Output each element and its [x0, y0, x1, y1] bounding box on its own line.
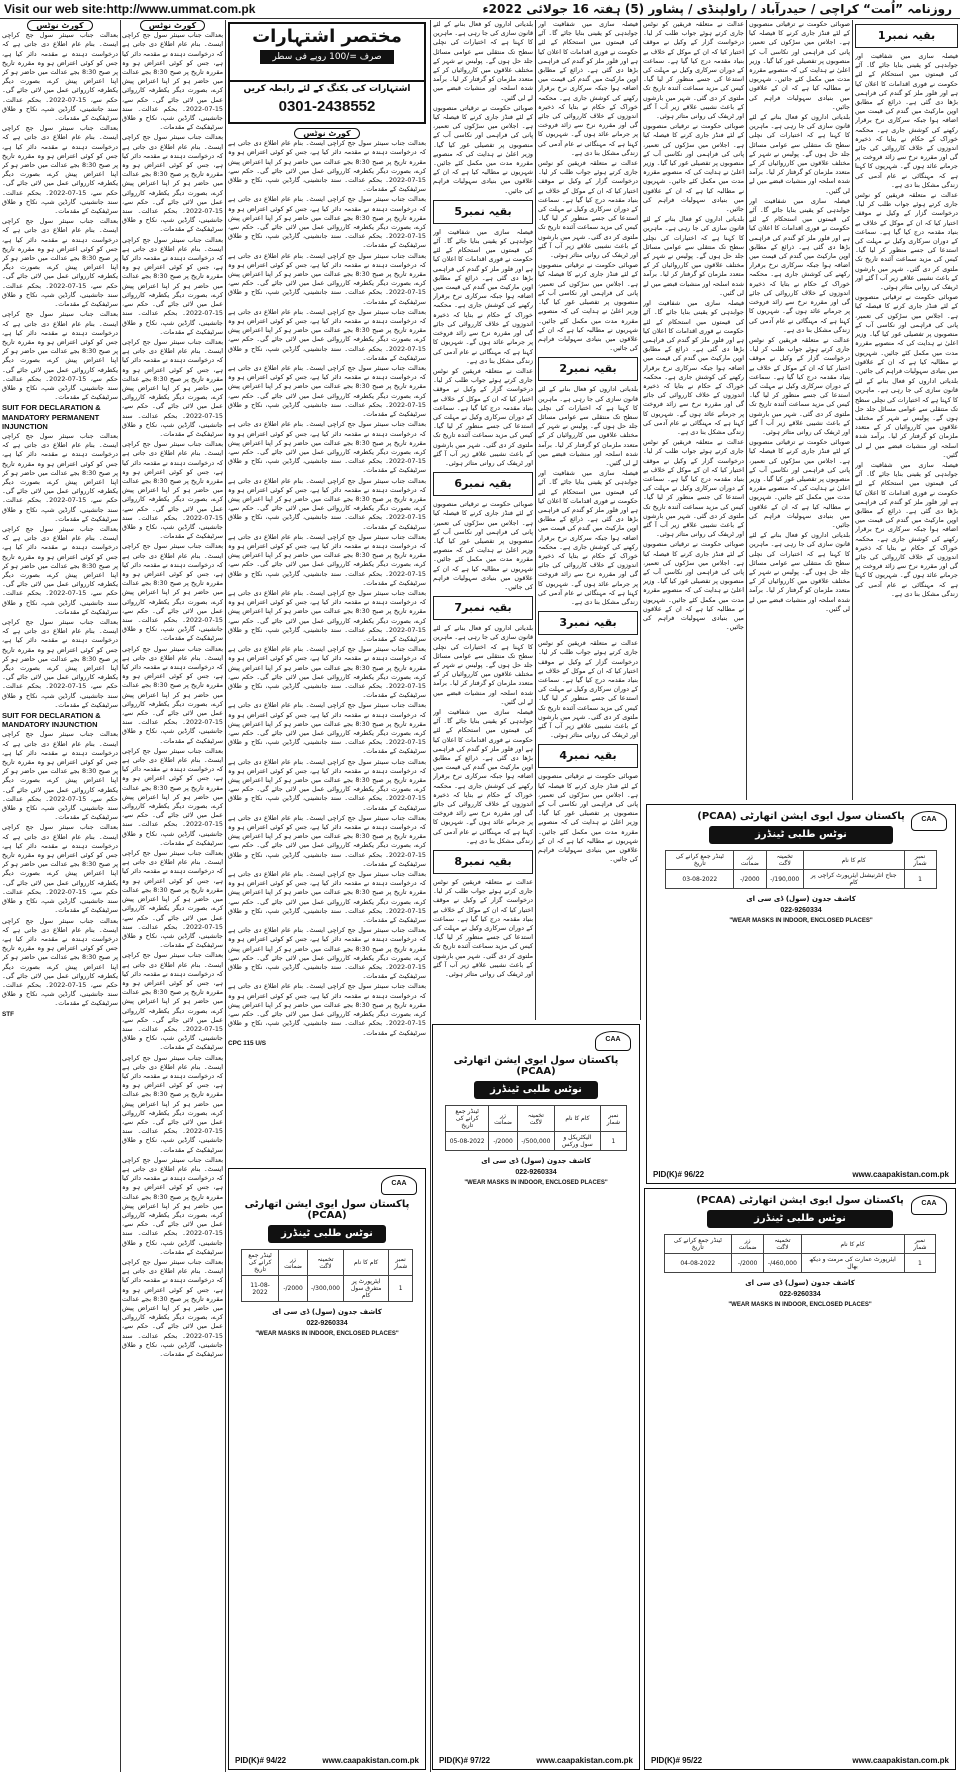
- continuation-head-4: بقیہ نمبر4: [538, 744, 638, 768]
- news-text: فیصلہ سازی میں شفافیت اور جوابدہی کو یقینی بنایا جائے گا۔ آٹے کی قیمتوں میں استحکام کے لئے حکومت نے فوری اقدامات کا اعلان کیا ہے اور فلور ملز کو گندم کی فراہمی بڑھا دی گئی ہے۔ ذرائع کے مطابق اوپن مارکیٹ میں گندم کی قیمت میں اضافہ ہوا جبکہ سرکاری نرخ برقرار رکھنے کی کوشش جاری ہے۔ محکمہ خوراک کے حکام نے بتایا کہ ذخیرہ اندوزوں کے خلاف کارروائی کی جائے گی اور مقررہ نرخ سے زائد فروخت پر جرمانے عائد ہوں گے۔ شہریوں کا کہنا ہے کہ مہنگائی نے عام آدمی کی زندگی مشکل بنا دی ہے۔: [749, 196, 850, 334]
- news-text: فیصلہ سازی میں شفافیت اور جوابدہی کو یقینی بنایا جائے گا۔ آٹے کی قیمتوں میں استحکام کے لئے حکومت نے فوری اقدامات کا اعلان کیا ہے اور فلور ملز کو گندم کی فراہمی بڑھا دی گئی ہے۔ ذرائع کے مطابق اوپن مارکیٹ میں گندم کی قیمت میں اضافہ ہوا جبکہ سرکاری نرخ برقرار رکھنے کی کوشش جاری ہے۔ محکمہ خوراک کے حکام نے بتایا کہ ذخیرہ اندوزوں کے خلاف کارروائی کی جائے گی اور مقررہ نرخ سے زائد فروخت پر جرمانے عائد ہوں گے۔ شہریوں کا کہنا ہے کہ مہنگائی نے عام آدمی کی زندگی مشکل بنا دی ہے۔: [538, 469, 638, 606]
- court-notices-column-1: [2, 20, 118, 1772]
- court-notice-text: بعدالت جناب سینئر سول جج کراچی ایسٹ۔ بنام عام اطلاع دی جاتی ہے کہ درخواست دہندہ نے مقدمہ دائر کیا ہے، جس کو کوئی اعتراض ہو وہ مقررہ تاریخ پر صبح 8:30 بجے عدالت میں حاضر ہو کر اپنا اعتراض پیش کرے، بصورت دیگر یکطرفہ کارروائی عمل میں لائی جائے گی۔ حکم سے، 15-07-2022۔ بحکم عدالت۔ سند جانشینی، گارڈین شپ، نکاح و طلاق سرٹیفکیٹ کے مقدمات۔: [122, 746, 223, 847]
- court-notice-text: بعدالت جناب سینئر سول جج کراچی ایسٹ۔ بنام عام اطلاع دی جاتی ہے کہ درخواست دہندہ نے مقدمہ دائر کیا ہے، جس کو کوئی اعتراض ہو وہ مقررہ تاریخ پر صبح 8:30 بجے عدالت میں حاضر ہو کر اپنا اعتراض پیش کرے، بصورت دیگر یکطرفہ کارروائی عمل میں لائی جائے گی۔ حکم سے، 15-07-2022۔ بحکم عدالت۔ سند جانشینی، گارڈین شپ، نکاح و طلاق سرٹیفکیٹ کے مقدمات۔: [228, 195, 426, 250]
- tender-ad: [228, 1168, 426, 1770]
- caa-logo-icon: CAA: [381, 1175, 417, 1195]
- tender-title: نوٹس طلبی ٹینڈرز: [268, 1225, 386, 1243]
- caa-logo-icon: CAA: [595, 1031, 631, 1051]
- news-text: صوبائی حکومت نے ترقیاتی منصوبوں کے لئے فنڈز جاری کرنے کا فیصلہ کیا ہے۔ اجلاس میں سڑکوں کی تعمیر، پانی کی فراہمی اور نکاسی آب کے منصوبوں پر تفصیلی غور کیا گیا۔ وزیر اعلیٰ نے ہدایت کی کہ منصوبے مقررہ مدت میں مکمل کئے جائیں۔ شہریوں نے مطالبہ کیا ہے کہ ان کے علاقوں میں بنیادی سہولیات فراہم کی جائیں۔: [643, 540, 744, 632]
- court-notice-text: بعدالت جناب سینئر سول جج کراچی ایسٹ۔ بنام عام اطلاع دی جاتی ہے کہ درخواست دہندہ نے مقدمہ دائر کیا ہے، جس کو کوئی اعتراض ہو وہ مقررہ تاریخ پر صبح 8:30 بجے عدالت میں حاضر ہو کر اپنا اعتراض پیش کرے، بصورت دیگر یکطرفہ کارروائی عمل میں لائی جائے گی۔ حکم سے، 15-07-2022۔ بحکم عدالت۔ سند جانشینی، گارڈین شپ، نکاح و طلاق سرٹیفکیٹ کے مقدمات۔: [2, 823, 118, 915]
- court-notice-text: بعدالت جناب سینئر سول جج کراچی ایسٹ۔ بنام عام اطلاع دی جاتی ہے کہ درخواست دہندہ نے مقدمہ دائر کیا ہے، جس کو کوئی اعتراض ہو وہ مقررہ تاریخ پر صبح 8:30 بجے عدالت میں حاضر ہو کر اپنا اعتراض پیش کرے، بصورت دیگر یکطرفہ کارروائی عمل میں لائی جائے گی۔ حکم سے، 15-07-2022۔ بحکم عدالت۔ سند جانشینی، گارڈین شپ، نکاح و طلاق سرٹیفکیٹ کے مقدمات۔: [228, 532, 426, 587]
- short-ads-phone[interactable]: 0301-2438552: [278, 98, 376, 115]
- court-notices-column-2: [122, 20, 223, 1772]
- court-notice-text: بعدالت جناب سینئر سول جج کراچی ایسٹ۔ بنام عام اطلاع دی جاتی ہے کہ درخواست دہندہ نے مقدمہ دائر کیا ہے، جس کو کوئی اعتراض ہو وہ مقررہ تاریخ پر صبح 8:30 بجے عدالت میں حاضر ہو کر اپنا اعتراض پیش کرے، بصورت دیگر یکطرفہ کارروائی عمل میں لائی جائے گی۔ حکم سے، 15-07-2022۔ بحکم عدالت۔ سند جانشینی، گارڈین شپ، نکاح و طلاق سرٹیفکیٹ کے مقدمات۔: [2, 618, 118, 709]
- continuation-head-7: بقیہ نمبر7: [433, 596, 533, 620]
- tender-ad: [644, 1188, 956, 1770]
- court-notice-text: بعدالت جناب سینئر سول جج کراچی ایسٹ۔ بنام عام اطلاع دی جاتی ہے کہ درخواست دہندہ نے مقدمہ دائر کیا ہے، جس کو کوئی اعتراض ہو وہ مقررہ تاریخ پر صبح 8:30 بجے عدالت میں حاضر ہو کر اپنا اعتراض پیش کرے، بصورت دیگر یکطرفہ کارروائی عمل میں لائی جائے گی۔ حکم سے، 15-07-2022۔ بحکم عدالت۔ سند جانشینی، گارڈین شپ، نکاح و طلاق سرٹیفکیٹ کے مقدمات۔: [228, 364, 426, 419]
- news-text: عدالت نے متعلقہ فریقین کو نوٹس جاری کرتے ہوئے جواب طلب کر لیا۔ درخواست گزار کے وکیل نے موقف اختیار کیا کہ ان کے موکل کے خلاف بے بنیاد مقدمہ درج کیا گیا ہے۔ سماعت کے دوران سرکاری وکیل نے مہلت کی استدعا کی جسے منظور کر لیا گیا۔ کیس کی مزید سماعت آئندہ تاریخ تک ملتوی کر دی گئی۔ شہر میں بارشوں کے باعث نشیبی علاقے زیر آب آ گئے اور ٹریفک کی روانی متاثر ہوئی۔: [538, 159, 638, 260]
- tender-table: نمبر شمار کام کا نام تخمینہ لاگت زر ضمانت ٹینڈر جمع کرانے کی تاریخ 1 ایئرپورٹ پر متفرق سول کام 300,000/- 2000/- 11-08-2022: [241, 1249, 413, 1302]
- tender-table: نمبر شمار کام کا نام تخمینہ لاگت زر ضمانت ٹینڈر جمع کرانے کی تاریخ 1 الیکٹریکل و سول ورکس 500,000/- 2000/- 05-08-2022: [445, 1105, 626, 1151]
- tender-signer: کاشف جدون (سول) ڈی سی ای: [481, 1157, 591, 1165]
- news-text: صوبائی حکومت نے ترقیاتی منصوبوں کے لئے فنڈز جاری کرنے کا فیصلہ کیا ہے۔ اجلاس میں سڑکوں کی تعمیر، پانی کی فراہمی اور نکاسی آب کے منصوبوں پر تفصیلی غور کیا گیا۔ وزیر اعلیٰ نے ہدایت کی کہ منصوبے مقررہ مدت میں مکمل کئے جائیں۔ شہریوں نے مطالبہ کیا ہے کہ ان کے علاقوں میں بنیادی سہولیات فراہم کی جائیں۔: [643, 122, 744, 214]
- website-url[interactable]: Visit our web site:http://www.ummat.com.pk: [4, 2, 256, 16]
- news-text: صوبائی حکومت نے ترقیاتی منصوبوں کے لئے فنڈز جاری کرنے کا فیصلہ کیا ہے۔ اجلاس میں سڑکوں کی تعمیر، پانی کی فراہمی اور نکاسی آب کے منصوبوں پر تفصیلی غور کیا گیا۔ وزیر اعلیٰ نے ہدایت کی کہ منصوبے مقررہ مدت میں مکمل کئے جائیں۔ شہریوں نے مطالبہ کیا ہے کہ ان کے علاقوں میں بنیادی سہولیات فراہم کی جائیں۔: [749, 438, 850, 529]
- news-text: عدالت نے متعلقہ فریقین کو نوٹس جاری کرتے ہوئے جواب طلب کر لیا۔ درخواست گزار کے وکیل نے موقف اختیار کیا کہ ان کے موکل کے خلاف بے بنیاد مقدمہ درج کیا گیا ہے۔ سماعت کے دوران سرکاری وکیل نے مہلت کی استدعا کی جسے منظور کر لیا گیا۔ کیس کی مزید سماعت آئندہ تاریخ تک ملتوی کر دی گئی۔ شہر میں بارشوں کے باعث نشیبی علاقے زیر آب آ گئے اور ٹریفک کی روانی متاثر ہوئی۔: [643, 438, 744, 539]
- news-text: فیصلہ سازی میں شفافیت اور جوابدہی کو یقینی بنایا جائے گا۔ آٹے کی قیمتوں میں استحکام کے لئے حکومت نے فوری اقدامات کا اعلان کیا ہے اور فلور ملز کو گندم کی فراہمی بڑھا دی گئی ہے۔ ذرائع کے مطابق اوپن مارکیٹ میں گندم کی قیمت میں اضافہ ہوا جبکہ سرکاری نرخ برقرار رکھنے کی کوشش جاری ہے۔ محکمہ خوراک کے حکام نے بتایا کہ ذخیرہ اندوزوں کے خلاف کارروائی کی جائے گی اور مقررہ نرخ سے زائد فروخت پر جرمانے عائد ہوں گے۔ شہریوں کا کہنا ہے کہ مہنگائی نے عام آدمی کی زندگی مشکل بنا دی ہے۔: [433, 708, 533, 845]
- news-column-4: [433, 20, 533, 1020]
- news-text: فیصلہ سازی میں شفافیت اور جوابدہی کو یقینی بنایا جائے گا۔ آٹے کی قیمتوں میں استحکام کے لئے حکومت نے فوری اقدامات کا اعلان کیا ہے اور فلور ملز کو گندم کی فراہمی بڑھا دی گئی ہے۔ ذرائع کے مطابق اوپن مارکیٹ میں گندم کی قیمت میں اضافہ ہوا جبکہ سرکاری نرخ برقرار رکھنے کی کوشش جاری ہے۔ محکمہ خوراک کے حکام نے بتایا کہ ذخیرہ اندوزوں کے خلاف کارروائی کی جائے گی اور مقررہ نرخ سے زائد فروخت پر جرمانے عائد ہوں گے۔ شہریوں کا کہنا ہے کہ مہنگائی نے عام آدمی کی زندگی مشکل بنا دی ہے۔: [643, 299, 744, 436]
- cpc-label: CPC 115 U/S: [228, 1039, 267, 1047]
- tender-footer: [235, 1756, 419, 1765]
- news-text: عدالت نے متعلقہ فریقین کو نوٹس جاری کرتے ہوئے جواب طلب کر لیا۔ درخواست گزار کے وکیل نے موقف اختیار کیا کہ ان کے موکل کے خلاف بے بنیاد مقدمہ درج کیا گیا ہے۔ سماعت کے دوران سرکاری وکیل نے مہلت کی استدعا کی جسے منظور کر لیا گیا۔ کیس کی مزید سماعت آئندہ تاریخ تک ملتوی کر دی گئی۔ شہر میں بارشوں کے باعث نشیبی علاقے زیر آب آ گئے اور ٹریفک کی روانی متاثر ہوئی۔: [749, 335, 850, 436]
- tender-pid: PID(K)# 97/22: [439, 1756, 491, 1765]
- court-notice-text: بعدالت جناب سینئر سول جج کراچی ایسٹ۔ بنام عام اطلاع دی جاتی ہے کہ درخواست دہندہ نے مقدمہ دائر کیا ہے، جس کو کوئی اعتراض ہو وہ مقررہ تاریخ پر صبح 8:30 بجے عدالت میں حاضر ہو کر اپنا اعتراض پیش کرے، بصورت دیگر یکطرفہ کارروائی عمل میں لائی جائے گی۔ حکم سے، 15-07-2022۔ بحکم عدالت۔ سند جانشینی، گارڈین شپ، نکاح و طلاق سرٹیفکیٹ کے مقدمات۔: [228, 645, 426, 700]
- tender-ad: [646, 804, 956, 1184]
- tender-website[interactable]: www.caapakistan.com.pk: [852, 1756, 949, 1765]
- short-ads-rate: صرف =/100 روپے فی سطر: [260, 50, 394, 64]
- tender-website[interactable]: www.caapakistan.com.pk: [852, 1170, 949, 1179]
- news-text: صوبائی حکومت نے ترقیاتی منصوبوں کے لئے فنڈز جاری کرنے کا فیصلہ کیا ہے۔ اجلاس میں سڑکوں کی تعمیر، پانی کی فراہمی اور نکاسی آب کے منصوبوں پر تفصیلی غور کیا گیا۔ وزیر اعلیٰ نے ہدایت کی کہ منصوبے مقررہ مدت میں مکمل کئے جائیں۔ شہریوں نے مطالبہ کیا ہے کہ ان کے علاقوں میں بنیادی سہولیات فراہم کی جائیں۔: [538, 772, 638, 864]
- suit-heading: SUIT FOR DECLARATION & MANDATORY INJUNCTION: [2, 711, 101, 730]
- tender-org: پاکستان سول ایوی ایشن اتھارٹی (PCAA): [453, 1055, 619, 1077]
- court-notice-tag: کورٹ نوٹس: [294, 128, 359, 139]
- tender-pid: PID(K)# 95/22: [651, 1756, 703, 1765]
- continuation-head-1: بقیہ نمبر1: [855, 24, 958, 48]
- news-column-8: [855, 20, 958, 800]
- tender-pid: PID(K)# 94/22: [235, 1756, 287, 1765]
- court-notice-text: بعدالت جناب سینئر سول جج کراچی ایسٹ۔ بنام عام اطلاع دی جاتی ہے کہ درخواست دہندہ نے مقدمہ دائر کیا ہے، جس کو کوئی اعتراض ہو وہ مقررہ تاریخ پر صبح 8:30 بجے عدالت میں حاضر ہو کر اپنا اعتراض پیش کرے، بصورت دیگر یکطرفہ کارروائی عمل میں لائی جائے گی۔ حکم سے، 15-07-2022۔ بحکم عدالت۔ سند جانشینی، گارڈین شپ، نکاح و طلاق سرٹیفکیٹ کے مقدمات۔: [2, 730, 118, 822]
- continuation-head-6: بقیہ نمبر6: [433, 472, 533, 496]
- court-notice-text: بعدالت جناب سینئر سول جج کراچی ایسٹ۔ بنام عام اطلاع دی جاتی ہے کہ درخواست دہندہ نے مقدمہ دائر کیا ہے، جس کو کوئی اعتراض ہو وہ مقررہ تاریخ پر صبح 8:30 بجے عدالت میں حاضر ہو کر اپنا اعتراض پیش کرے، بصورت دیگر یکطرفہ کارروائی عمل میں لائی جائے گی۔ حکم سے، 15-07-2022۔ بحکم عدالت۔ سند جانشینی، گارڈین شپ، نکاح و طلاق سرٹیفکیٹ کے مقدمات۔: [122, 133, 223, 234]
- court-notice-text: بعدالت جناب سینئر سول جج کراچی ایسٹ۔ بنام عام اطلاع دی جاتی ہے کہ درخواست دہندہ نے مقدمہ دائر کیا ہے، جس کو کوئی اعتراض ہو وہ مقررہ تاریخ پر صبح 8:30 بجے عدالت میں حاضر ہو کر اپنا اعتراض پیش کرے، بصورت دیگر یکطرفہ کارروائی عمل میں لائی جائے گی۔ حکم سے، 15-07-2022۔ بحکم عدالت۔ سند جانشینی، گارڈین شپ، نکاح و طلاق سرٹیفکیٹ کے مقدمات۔: [122, 542, 223, 643]
- court-notice-text: بعدالت جناب سینئر سول جج کراچی ایسٹ۔ بنام عام اطلاع دی جاتی ہے کہ درخواست دہندہ نے مقدمہ دائر کیا ہے، جس کو کوئی اعتراض ہو وہ مقررہ تاریخ پر صبح 8:30 بجے عدالت میں حاضر ہو کر اپنا اعتراض پیش کرے، بصورت دیگر یکطرفہ کارروائی عمل میں لائی جائے گی۔ حکم سے، 15-07-2022۔ بحکم عدالت۔ سند جانشینی، گارڈین شپ، نکاح و طلاق سرٹیفکیٹ کے مقدمات۔: [122, 337, 223, 438]
- court-notice-text: بعدالت جناب سینئر سول جج کراچی ایسٹ۔ بنام عام اطلاع دی جاتی ہے کہ درخواست دہندہ نے مقدمہ دائر کیا ہے، جس کو کوئی اعتراض ہو وہ مقررہ تاریخ پر صبح 8:30 بجے عدالت میں حاضر ہو کر اپنا اعتراض پیش کرے، بصورت دیگر یکطرفہ کارروائی عمل میں لائی جائے گی۔ حکم سے، 15-07-2022۔ بحکم عدالت۔ سند جانشینی، گارڈین شپ، نکاح و طلاق سرٹیفکیٹ کے مقدمات۔: [122, 951, 223, 1052]
- court-notice-text: بعدالت جناب سینئر سول جج کراچی ایسٹ۔ بنام عام اطلاع دی جاتی ہے کہ درخواست دہندہ نے مقدمہ دائر کیا ہے، جس کو کوئی اعتراض ہو وہ مقررہ تاریخ پر صبح 8:30 بجے عدالت میں حاضر ہو کر اپنا اعتراض پیش کرے، بصورت دیگر یکطرفہ کارروائی عمل میں لائی جائے گی۔ حکم سے، 15-07-2022۔ بحکم عدالت۔ سند جانشینی، گارڈین شپ، نکاح و طلاق سرٹیفکیٹ کے مقدمات۔: [228, 251, 426, 306]
- news-text: عدالت نے متعلقہ فریقین کو نوٹس جاری کرتے ہوئے جواب طلب کر لیا۔ درخواست گزار کے وکیل نے موقف اختیار کیا کہ ان کے موکل کے خلاف بے بنیاد مقدمہ درج کیا گیا ہے۔ سماعت کے دوران سرکاری وکیل نے مہلت کی استدعا کی جسے منظور کر لیا گیا۔ کیس کی مزید سماعت آئندہ تاریخ تک ملتوی کر دی گئی۔ شہر میں بارشوں کے باعث نشیبی علاقے زیر آب آ گئے اور ٹریفک کی روانی متاثر ہوئی۔: [433, 366, 533, 467]
- news-text: بلدیاتی اداروں کو فعال بنانے کے لئے قانون سازی کی جا رہی ہے۔ ماہرین کا کہنا ہے کہ اختیارات کی نچلی سطح تک منتقلی سے عوامی مسائل جلد حل ہوں گے۔ پولیس نے شہر کے مختلف علاقوں میں کارروائیاں کر کے متعدد ملزمان کو گرفتار کر لیا۔ برآمد شدہ اسلحہ اور منشیات قبضے میں لے لی گئیں۔: [538, 385, 638, 467]
- court-notice-tag: کورٹ نوٹس: [27, 20, 92, 31]
- short-ads-booking-text: اشتہارات کی بکنگ کے لئے رابطہ کریں: [243, 84, 411, 94]
- tender-table: نمبر شمار کام کا نام تخمینہ لاگت زر ضمانت ٹینڈر جمع کرانے کی تاریخ 1 ایئرپورٹ عمارت کی مرمت و دیکھ بھال 460,000/- 2000/- 04-08-2022: [664, 1234, 937, 1273]
- court-notice-text: بعدالت جناب سینئر سول جج کراچی ایسٹ۔ بنام عام اطلاع دی جاتی ہے کہ درخواست دہندہ نے مقدمہ دائر کیا ہے، جس کو کوئی اعتراض ہو وہ مقررہ تاریخ پر صبح 8:30 بجے عدالت میں حاضر ہو کر اپنا اعتراض پیش کرے، بصورت دیگر یکطرفہ کارروائی عمل میں لائی جائے گی۔ حکم سے، 15-07-2022۔ بحکم عدالت۔ سند جانشینی، گارڈین شپ، نکاح و طلاق سرٹیفکیٹ کے مقدمات۔: [2, 431, 118, 523]
- court-notice-text: بعدالت جناب سینئر سول جج کراچی ایسٹ۔ بنام عام اطلاع دی جاتی ہے کہ درخواست دہندہ نے مقدمہ دائر کیا ہے، جس کو کوئی اعتراض ہو وہ مقررہ تاریخ پر صبح 8:30 بجے عدالت میں حاضر ہو کر اپنا اعتراض پیش کرے، بصورت دیگر یکطرفہ کارروائی عمل میں لائی جائے گی۔ حکم سے، 15-07-2022۔ بحکم عدالت۔ سند جانشینی، گارڈین شپ، نکاح و طلاق سرٹیفکیٹ کے مقدمات۔: [228, 870, 426, 925]
- tender-org: پاکستان سول ایوی ایشن اتھارٹی (PCAA): [697, 811, 905, 822]
- news-text: فیصلہ سازی میں شفافیت اور جوابدہی کو یقینی بنایا جائے گا۔ آٹے کی قیمتوں میں استحکام کے لئے حکومت نے فوری اقدامات کا اعلان کیا ہے اور فلور ملز کو گندم کی فراہمی بڑھا دی گئی ہے۔ ذرائع کے مطابق اوپن مارکیٹ میں گندم کی قیمت میں اضافہ ہوا جبکہ سرکاری نرخ برقرار رکھنے کی کوشش جاری ہے۔ محکمہ خوراک کے حکام نے بتایا کہ ذخیرہ اندوزوں کے خلاف کارروائی کی جائے گی اور مقررہ نرخ سے زائد فروخت پر جرمانے عائد ہوں گے۔ شہریوں کا کہنا ہے کہ مہنگائی نے عام آدمی کی زندگی مشکل بنا دی ہے۔: [538, 20, 638, 157]
- court-notice-text: بعدالت جناب سینئر سول جج کراچی ایسٹ۔ بنام عام اطلاع دی جاتی ہے کہ درخواست دہندہ نے مقدمہ دائر کیا ہے، جس کو کوئی اعتراض ہو وہ مقررہ تاریخ پر صبح 8:30 بجے عدالت میں حاضر ہو کر اپنا اعتراض پیش کرے، بصورت دیگر یکطرفہ کارروائی عمل میں لائی جائے گی۔ حکم سے، 15-07-2022۔ بحکم عدالت۔ سند جانشینی، گارڈین شپ، نکاح و طلاق سرٹیفکیٹ کے مقدمات۔: [122, 235, 223, 336]
- stf-label: STF: [2, 1010, 15, 1018]
- court-notices-column-3: [228, 128, 426, 1162]
- news-text: فیصلہ سازی میں شفافیت اور جوابدہی کو یقینی بنایا جائے گا۔ آٹے کی قیمتوں میں استحکام کے لئے حکومت نے فوری اقدامات کا اعلان کیا ہے اور فلور ملز کو گندم کی فراہمی بڑھا دی گئی ہے۔ ذرائع کے مطابق اوپن مارکیٹ میں گندم کی قیمت میں اضافہ ہوا جبکہ سرکاری نرخ برقرار رکھنے کی کوشش جاری ہے۔ محکمہ خوراک کے حکام نے بتایا کہ ذخیرہ اندوزوں کے خلاف کارروائی کی جائے گی اور مقررہ نرخ سے زائد فروخت پر جرمانے عائد ہوں گے۔ شہریوں کا کہنا ہے کہ مہنگائی نے عام آدمی کی زندگی مشکل بنا دی ہے۔: [855, 460, 958, 598]
- tender-mask-notice: "WEAR MASKS IN INDOOR, ENCLOSED PLACES": [728, 1302, 872, 1308]
- news-column-7: [749, 20, 850, 800]
- court-notice-text: بعدالت جناب سینئر سول جج کراچی ایسٹ۔ بنام عام اطلاع دی جاتی ہے کہ درخواست دہندہ نے مقدمہ دائر کیا ہے، جس کو کوئی اعتراض ہو وہ مقررہ تاریخ پر صبح 8:30 بجے عدالت میں حاضر ہو کر اپنا اعتراض پیش کرے، بصورت دیگر یکطرفہ کارروائی عمل میں لائی جائے گی۔ حکم سے، 15-07-2022۔ بحکم عدالت۔ سند جانشینی، گارڈین شپ، نکاح و طلاق سرٹیفکیٹ کے مقدمات۔: [228, 307, 426, 362]
- court-notice-text: بعدالت جناب سینئر سول جج کراچی ایسٹ۔ بنام عام اطلاع دی جاتی ہے کہ درخواست دہندہ نے مقدمہ دائر کیا ہے، جس کو کوئی اعتراض ہو وہ مقررہ تاریخ پر صبح 8:30 بجے عدالت میں حاضر ہو کر اپنا اعتراض پیش کرے، بصورت دیگر یکطرفہ کارروائی عمل میں لائی جائے گی۔ حکم سے، 15-07-2022۔ بحکم عدالت۔ سند جانشینی، گارڈین شپ، نکاح و طلاق سرٹیفکیٹ کے مقدمات۔: [228, 757, 426, 812]
- column-divider: [535, 20, 536, 1020]
- tender-mask-notice: "WEAR MASKS IN INDOOR, ENCLOSED PLACES": [729, 918, 873, 924]
- news-text: عدالت نے متعلقہ فریقین کو نوٹس جاری کرتے ہوئے جواب طلب کر لیا۔ درخواست گزار کے وکیل نے موقف اختیار کیا کہ ان کے موکل کے خلاف بے بنیاد مقدمہ درج کیا گیا ہے۔ سماعت کے دوران سرکاری وکیل نے مہلت کی استدعا کی جسے منظور کر لیا گیا۔ کیس کی مزید سماعت آئندہ تاریخ تک ملتوی کر دی گئی۔ شہر میں بارشوں کے باعث نشیبی علاقے زیر آب آ گئے اور ٹریفک کی روانی متاثر ہوئی۔: [855, 191, 958, 292]
- tender-pid: PID(K)# 96/22: [653, 1170, 705, 1179]
- news-text: صوبائی حکومت نے ترقیاتی منصوبوں کے لئے فنڈز جاری کرنے کا فیصلہ کیا ہے۔ اجلاس میں سڑکوں کی تعمیر، پانی کی فراہمی اور نکاسی آب کے منصوبوں پر تفصیلی غور کیا گیا۔ وزیر اعلیٰ نے ہدایت کی کہ منصوبے مقررہ مدت میں مکمل کئے جائیں۔ شہریوں نے مطالبہ کیا ہے کہ ان کے علاقوں میں بنیادی سہولیات فراہم کی جائیں۔: [855, 293, 958, 375]
- caa-logo-icon: CAA: [911, 811, 947, 831]
- column-divider: [746, 20, 747, 800]
- tender-website[interactable]: www.caapakistan.com.pk: [322, 1756, 419, 1765]
- court-notice-text: بعدالت جناب سینئر سول جج کراچی ایسٹ۔ بنام عام اطلاع دی جاتی ہے کہ درخواست دہندہ نے مقدمہ دائر کیا ہے، جس کو کوئی اعتراض ہو وہ مقررہ تاریخ پر صبح 8:30 بجے عدالت میں حاضر ہو کر اپنا اعتراض پیش کرے، بصورت دیگر یکطرفہ کارروائی عمل میں لائی جائے گی۔ حکم سے، 15-07-2022۔ بحکم عدالت۔ سند جانشینی، گارڈین شپ، نکاح و طلاق سرٹیفکیٹ کے مقدمات۔: [2, 916, 118, 1008]
- news-text: فیصلہ سازی میں شفافیت اور جوابدہی کو یقینی بنایا جائے گا۔ آٹے کی قیمتوں میں استحکام کے لئے حکومت نے فوری اقدامات کا اعلان کیا ہے اور فلور ملز کو گندم کی فراہمی بڑھا دی گئی ہے۔ ذرائع کے مطابق اوپن مارکیٹ میں گندم کی قیمت میں اضافہ ہوا جبکہ سرکاری نرخ برقرار رکھنے کی کوشش جاری ہے۔ محکمہ خوراک کے حکام نے بتایا کہ ذخیرہ اندوزوں کے خلاف کارروائی کی جائے گی اور مقررہ نرخ سے زائد فروخت پر جرمانے عائد ہوں گے۔ شہریوں کا کہنا ہے کہ مہنگائی نے عام آدمی کی زندگی مشکل بنا دی ہے۔: [433, 227, 533, 365]
- court-notice-text: بعدالت جناب سینئر سول جج کراچی ایسٹ۔ بنام عام اطلاع دی جاتی ہے کہ درخواست دہندہ نے مقدمہ دائر کیا ہے، جس کو کوئی اعتراض ہو وہ مقررہ تاریخ پر صبح 8:30 بجے عدالت میں حاضر ہو کر اپنا اعتراض پیش کرے، بصورت دیگر یکطرفہ کارروائی عمل میں لائی جائے گی۔ حکم سے، 15-07-2022۔ بحکم عدالت۔ سند جانشینی، گارڈین شپ، نکاح و طلاق سرٹیفکیٹ کے مقدمات۔: [228, 420, 426, 475]
- news-column-5: [538, 20, 638, 1020]
- court-notice-text: بعدالت جناب سینئر سول جج کراچی ایسٹ۔ بنام عام اطلاع دی جاتی ہے کہ درخواست دہندہ نے مقدمہ دائر کیا ہے، جس کو کوئی اعتراض ہو وہ مقررہ تاریخ پر صبح 8:30 بجے عدالت میں حاضر ہو کر اپنا اعتراض پیش کرے، بصورت دیگر یکطرفہ کارروائی عمل میں لائی جائے گی۔ حکم سے، 15-07-2022۔ بحکم عدالت۔ سند جانشینی، گارڈین شپ، نکاح و طلاق سرٹیفکیٹ کے مقدمات۔: [122, 1053, 223, 1154]
- news-text: صوبائی حکومت نے ترقیاتی منصوبوں کے لئے فنڈز جاری کرنے کا فیصلہ کیا ہے۔ اجلاس میں سڑکوں کی تعمیر، پانی کی فراہمی اور نکاسی آب کے منصوبوں پر تفصیلی غور کیا گیا۔ وزیر اعلیٰ نے ہدایت کی کہ منصوبے مقررہ مدت میں مکمل کئے جائیں۔ شہریوں نے مطالبہ کیا ہے کہ ان کے علاقوں میں بنیادی سہولیات فراہم کی جائیں۔: [433, 500, 533, 591]
- tender-signer: کاشف جدون (سول) ڈی سی ای: [745, 1279, 855, 1287]
- tender-website[interactable]: www.caapakistan.com.pk: [536, 1756, 633, 1765]
- news-text: بلدیاتی اداروں کو فعال بنانے کے لئے قانون سازی کی جا رہی ہے۔ ماہرین کا کہنا ہے کہ اختیارات کی نچلی سطح تک منتقلی سے عوامی مسائل جلد حل ہوں گے۔ پولیس نے شہر کے مختلف علاقوں میں کارروائیاں کر کے متعدد ملزمان کو گرفتار کر لیا۔ برآمد شدہ اسلحہ اور منشیات قبضے میں لے لی گئیں۔: [855, 377, 958, 459]
- court-notice-text: بعدالت جناب سینئر سول جج کراچی ایسٹ۔ بنام عام اطلاع دی جاتی ہے کہ درخواست دہندہ نے مقدمہ دائر کیا ہے، جس کو کوئی اعتراض ہو وہ مقررہ تاریخ پر صبح 8:30 بجے عدالت میں حاضر ہو کر اپنا اعتراض پیش کرے، بصورت دیگر یکطرفہ کارروائی عمل میں لائی جائے گی۔ حکم سے، 15-07-2022۔ بحکم عدالت۔ سند جانشینی، گارڈین شپ، نکاح و طلاق سرٹیفکیٹ کے مقدمات۔: [228, 982, 426, 1037]
- continuation-head-8: بقیہ نمبر8: [433, 850, 533, 874]
- column-divider: [120, 20, 121, 1772]
- tender-table: نمبر شمار کام کا نام تخمینہ لاگت زر ضمانت ٹینڈر جمع کرانے کی تاریخ 1 جناح انٹرنیشنل ایئرپورٹ کراچی پر کام 190,000/- 2000/- 03-08-2022: [665, 850, 936, 889]
- news-text: صوبائی حکومت نے ترقیاتی منصوبوں کے لئے فنڈز جاری کرنے کا فیصلہ کیا ہے۔ اجلاس میں سڑکوں کی تعمیر، پانی کی فراہمی اور نکاسی آب کے منصوبوں پر تفصیلی غور کیا گیا۔ وزیر اعلیٰ نے ہدایت کی کہ منصوبے مقررہ مدت میں مکمل کئے جائیں۔ شہریوں نے مطالبہ کیا ہے کہ ان کے علاقوں میں بنیادی سہولیات فراہم کی جائیں۔: [749, 20, 850, 111]
- tender-mask-notice: "WEAR MASKS IN INDOOR, ENCLOSED PLACES": [255, 1331, 399, 1337]
- news-text: فیصلہ سازی میں شفافیت اور جوابدہی کو یقینی بنایا جائے گا۔ آٹے کی قیمتوں میں استحکام کے لئے حکومت نے فوری اقدامات کا اعلان کیا ہے اور فلور ملز کو گندم کی فراہمی بڑھا دی گئی ہے۔ ذرائع کے مطابق اوپن مارکیٹ میں گندم کی قیمت میں اضافہ ہوا جبکہ سرکاری نرخ برقرار رکھنے کی کوشش جاری ہے۔ محکمہ خوراک کے حکام نے بتایا کہ ذخیرہ اندوزوں کے خلاف کارروائی کی جائے گی اور مقررہ نرخ سے زائد فروخت پر جرمانے عائد ہوں گے۔ شہریوں کا کہنا ہے کہ مہنگائی نے عام آدمی کی زندگی مشکل بنا دی ہے۔: [855, 52, 958, 189]
- tender-footer: [439, 1756, 633, 1765]
- news-text: صوبائی حکومت نے ترقیاتی منصوبوں کے لئے فنڈز جاری کرنے کا فیصلہ کیا ہے۔ اجلاس میں سڑکوں کی تعمیر، پانی کی فراہمی اور نکاسی آب کے منصوبوں پر تفصیلی غور کیا گیا۔ وزیر اعلیٰ نے ہدایت کی کہ منصوبے مقررہ مدت میں مکمل کئے جائیں۔ شہریوں نے مطالبہ کیا ہے کہ ان کے علاقوں میں بنیادی سہولیات فراہم کی جائیں۔: [538, 261, 638, 353]
- court-notice-text: بعدالت جناب سینئر سول جج کراچی ایسٹ۔ بنام عام اطلاع دی جاتی ہے کہ درخواست دہندہ نے مقدمہ دائر کیا ہے، جس کو کوئی اعتراض ہو وہ مقررہ تاریخ پر صبح 8:30 بجے عدالت میں حاضر ہو کر اپنا اعتراض پیش کرے، بصورت دیگر یکطرفہ کارروائی عمل میں لائی جائے گی۔ حکم سے، 15-07-2022۔ بحکم عدالت۔ سند جانشینی، گارڈین شپ، نکاح و طلاق سرٹیفکیٹ کے مقدمات۔: [2, 31, 118, 123]
- tender-title: نوٹس طلبی ٹینڈرز: [474, 1081, 598, 1099]
- short-ads-booking: [228, 82, 426, 124]
- court-notice-text: بعدالت جناب سینئر سول جج کراچی ایسٹ۔ بنام عام اطلاع دی جاتی ہے کہ درخواست دہندہ نے مقدمہ دائر کیا ہے، جس کو کوئی اعتراض ہو وہ مقررہ تاریخ پر صبح 8:30 بجے عدالت میں حاضر ہو کر اپنا اعتراض پیش کرے، بصورت دیگر یکطرفہ کارروائی عمل میں لائی جائے گی۔ حکم سے، 15-07-2022۔ بحکم عدالت۔ سند جانشینی، گارڈین شپ، نکاح و طلاق سرٹیفکیٹ کے مقدمات۔: [2, 124, 118, 216]
- tender-org: پاکستان سول ایوی ایشن اتھارٹی (PCAA): [696, 1195, 904, 1206]
- column-divider: [430, 20, 431, 1772]
- news-text: عدالت نے متعلقہ فریقین کو نوٹس جاری کرتے ہوئے جواب طلب کر لیا۔ درخواست گزار کے وکیل نے موقف اختیار کیا کہ ان کے موکل کے خلاف بے بنیاد مقدمہ درج کیا گیا ہے۔ سماعت کے دوران سرکاری وکیل نے مہلت کی استدعا کی جسے منظور کر لیا گیا۔ کیس کی مزید سماعت آئندہ تاریخ تک ملتوی کر دی گئی۔ شہر میں بارشوں کے باعث نشیبی علاقے زیر آب آ گئے اور ٹریفک کی روانی متاثر ہوئی۔: [433, 878, 533, 979]
- court-notice-text: بعدالت جناب سینئر سول جج کراچی ایسٹ۔ بنام عام اطلاع دی جاتی ہے کہ درخواست دہندہ نے مقدمہ دائر کیا ہے، جس کو کوئی اعتراض ہو وہ مقررہ تاریخ پر صبح 8:30 بجے عدالت میں حاضر ہو کر اپنا اعتراض پیش کرے، بصورت دیگر یکطرفہ کارروائی عمل میں لائی جائے گی۔ حکم سے، 15-07-2022۔ بحکم عدالت۔ سند جانشینی، گارڈین شپ، نکاح و طلاق سرٹیفکیٹ کے مقدمات۔: [2, 217, 118, 309]
- news-text: بلدیاتی اداروں کو فعال بنانے کے لئے قانون سازی کی جا رہی ہے۔ ماہرین کا کہنا ہے کہ اختیارات کی نچلی سطح تک منتقلی سے عوامی مسائل جلد حل ہوں گے۔ پولیس نے شہر کے مختلف علاقوں میں کارروائیاں کر کے متعدد ملزمان کو گرفتار کر لیا۔ برآمد شدہ اسلحہ اور منشیات قبضے میں لے لی گئیں۔: [749, 531, 850, 613]
- news-text: صوبائی حکومت نے ترقیاتی منصوبوں کے لئے فنڈز جاری کرنے کا فیصلہ کیا ہے۔ اجلاس میں سڑکوں کی تعمیر، پانی کی فراہمی اور نکاسی آب کے منصوبوں پر تفصیلی غور کیا گیا۔ وزیر اعلیٰ نے ہدایت کی کہ منصوبے مقررہ مدت میں مکمل کئے جائیں۔ شہریوں نے مطالبہ کیا ہے کہ ان کے علاقوں میں بنیادی سہولیات فراہم کی جائیں۔: [433, 103, 533, 195]
- caa-logo-icon: CAA: [911, 1195, 947, 1215]
- news-column-6: [643, 20, 744, 800]
- tender-footer: [653, 1170, 949, 1179]
- continuation-head-3: بقیہ نمبر3: [538, 611, 638, 635]
- tender-title: نوٹس طلبی ٹینڈرز: [707, 1210, 893, 1228]
- court-notice-text: بعدالت جناب سینئر سول جج کراچی ایسٹ۔ بنام عام اطلاع دی جاتی ہے کہ درخواست دہندہ نے مقدمہ دائر کیا ہے، جس کو کوئی اعتراض ہو وہ مقررہ تاریخ پر صبح 8:30 بجے عدالت میں حاضر ہو کر اپنا اعتراض پیش کرے، بصورت دیگر یکطرفہ کارروائی عمل میں لائی جائے گی۔ حکم سے، 15-07-2022۔ بحکم عدالت۔ سند جانشینی، گارڈین شپ، نکاح و طلاق سرٹیفکیٹ کے مقدمات۔: [2, 310, 118, 402]
- tender-mask-notice: "WEAR MASKS IN INDOOR, ENCLOSED PLACES": [464, 1180, 608, 1186]
- news-text: عدالت نے متعلقہ فریقین کو نوٹس جاری کرتے ہوئے جواب طلب کر لیا۔ درخواست گزار کے وکیل نے موقف اختیار کیا کہ ان کے موکل کے خلاف بے بنیاد مقدمہ درج کیا گیا ہے۔ سماعت کے دوران سرکاری وکیل نے مہلت کی استدعا کی جسے منظور کر لیا گیا۔ کیس کی مزید سماعت آئندہ تاریخ تک ملتوی کر دی گئی۔ شہر میں بارشوں کے باعث نشیبی علاقے زیر آب آ گئے اور ٹریفک کی روانی متاثر ہوئی۔: [643, 20, 744, 121]
- court-notice-text: بعدالت جناب سینئر سول جج کراچی ایسٹ۔ بنام عام اطلاع دی جاتی ہے کہ درخواست دہندہ نے مقدمہ دائر کیا ہے، جس کو کوئی اعتراض ہو وہ مقررہ تاریخ پر صبح 8:30 بجے عدالت میں حاضر ہو کر اپنا اعتراض پیش کرے، بصورت دیگر یکطرفہ کارروائی عمل میں لائی جائے گی۔ حکم سے، 15-07-2022۔ بحکم عدالت۔ سند جانشینی، گارڈین شپ، نکاح و طلاق سرٹیفکیٹ کے مقدمات۔: [228, 476, 426, 531]
- tender-footer: [651, 1756, 949, 1765]
- court-notice-text: بعدالت جناب سینئر سول جج کراچی ایسٹ۔ بنام عام اطلاع دی جاتی ہے کہ درخواست دہندہ نے مقدمہ دائر کیا ہے، جس کو کوئی اعتراض ہو وہ مقررہ تاریخ پر صبح 8:30 بجے عدالت میں حاضر ہو کر اپنا اعتراض پیش کرے، بصورت دیگر یکطرفہ کارروائی عمل میں لائی جائے گی۔ حکم سے، 15-07-2022۔ بحکم عدالت۔ سند جانشینی، گارڈین شپ، نکاح و طلاق سرٹیفکیٹ کے مقدمات۔: [122, 1155, 223, 1256]
- tender-title: نوٹس طلبی ٹینڈرز: [709, 826, 894, 844]
- news-text: بلدیاتی اداروں کو فعال بنانے کے لئے قانون سازی کی جا رہی ہے۔ ماہرین کا کہنا ہے کہ اختیارات کی نچلی سطح تک منتقلی سے عوامی مسائل جلد حل ہوں گے۔ پولیس نے شہر کے مختلف علاقوں میں کارروائیاں کر کے متعدد ملزمان کو گرفتار کر لیا۔ برآمد شدہ اسلحہ اور منشیات قبضے میں لے لی گئیں۔: [749, 113, 850, 195]
- court-notice-text: بعدالت جناب سینئر سول جج کراچی ایسٹ۔ بنام عام اطلاع دی جاتی ہے کہ درخواست دہندہ نے مقدمہ دائر کیا ہے، جس کو کوئی اعتراض ہو وہ مقررہ تاریخ پر صبح 8:30 بجے عدالت میں حاضر ہو کر اپنا اعتراض پیش کرے، بصورت دیگر یکطرفہ کارروائی عمل میں لائی جائے گی۔ حکم سے، 15-07-2022۔ بحکم عدالت۔ سند جانشینی، گارڈین شپ، نکاح و طلاق سرٹیفکیٹ کے مقدمات۔: [2, 524, 118, 616]
- column-divider: [225, 20, 226, 1772]
- short-ads-title: مختصر اشتہارات: [252, 26, 402, 47]
- column-divider: [640, 20, 641, 1020]
- court-notice-text: بعدالت جناب سینئر سول جج کراچی ایسٹ۔ بنام عام اطلاع دی جاتی ہے کہ درخواست دہندہ نے مقدمہ دائر کیا ہے، جس کو کوئی اعتراض ہو وہ مقررہ تاریخ پر صبح 8:30 بجے عدالت میں حاضر ہو کر اپنا اعتراض پیش کرے، بصورت دیگر یکطرفہ کارروائی عمل میں لائی جائے گی۔ حکم سے، 15-07-2022۔ بحکم عدالت۔ سند جانشینی، گارڈین شپ، نکاح و طلاق سرٹیفکیٹ کے مقدمات۔: [122, 31, 223, 132]
- masthead: روزنامہ ”اُمت“ کراچی / حیدرآباد / راولپنڈی / پشاور (5) ہفتہ 16 جولائی 2022ء: [482, 2, 952, 16]
- court-notice-tag: کورٹ نوٹس: [140, 20, 205, 31]
- tender-phone: 022-9260334: [780, 907, 822, 914]
- tender-signer: کاشف جدون (سول) ڈی سی ای: [746, 895, 856, 903]
- column-divider: [852, 20, 853, 800]
- tender-org: پاکستان سول ایوی ایشن اتھارٹی (PCAA): [244, 1199, 410, 1221]
- tender-ad: [432, 1024, 640, 1770]
- court-notice-text: بعدالت جناب سینئر سول جج کراچی ایسٹ۔ بنام عام اطلاع دی جاتی ہے کہ درخواست دہندہ نے مقدمہ دائر کیا ہے، جس کو کوئی اعتراض ہو وہ مقررہ تاریخ پر صبح 8:30 بجے عدالت میں حاضر ہو کر اپنا اعتراض پیش کرے، بصورت دیگر یکطرفہ کارروائی عمل میں لائی جائے گی۔ حکم سے، 15-07-2022۔ بحکم عدالت۔ سند جانشینی، گارڈین شپ، نکاح و طلاق سرٹیفکیٹ کے مقدمات۔: [228, 701, 426, 756]
- court-notice-text: بعدالت جناب سینئر سول جج کراچی ایسٹ۔ بنام عام اطلاع دی جاتی ہے کہ درخواست دہندہ نے مقدمہ دائر کیا ہے، جس کو کوئی اعتراض ہو وہ مقررہ تاریخ پر صبح 8:30 بجے عدالت میں حاضر ہو کر اپنا اعتراض پیش کرے، بصورت دیگر یکطرفہ کارروائی عمل میں لائی جائے گی۔ حکم سے، 15-07-2022۔ بحکم عدالت۔ سند جانشینی، گارڈین شپ، نکاح و طلاق سرٹیفکیٹ کے مقدمات۔: [228, 139, 426, 194]
- news-text: عدالت نے متعلقہ فریقین کو نوٹس جاری کرتے ہوئے جواب طلب کر لیا۔ درخواست گزار کے وکیل نے موقف اختیار کیا کہ ان کے موکل کے خلاف بے بنیاد مقدمہ درج کیا گیا ہے۔ سماعت کے دوران سرکاری وکیل نے مہلت کی استدعا کی جسے منظور کر لیا گیا۔ کیس کی مزید سماعت آئندہ تاریخ تک ملتوی کر دی گئی۔ شہر میں بارشوں کے باعث نشیبی علاقے زیر آب آ گئے اور ٹریفک کی روانی متاثر ہوئی۔: [538, 639, 638, 740]
- tender-signer: کاشف جدون (سول) ڈی سی ای: [272, 1308, 382, 1316]
- continuation-head-5: بقیہ نمبر5: [433, 200, 533, 224]
- court-notice-text: بعدالت جناب سینئر سول جج کراچی ایسٹ۔ بنام عام اطلاع دی جاتی ہے کہ درخواست دہندہ نے مقدمہ دائر کیا ہے، جس کو کوئی اعتراض ہو وہ مقررہ تاریخ پر صبح 8:30 بجے عدالت میں حاضر ہو کر اپنا اعتراض پیش کرے، بصورت دیگر یکطرفہ کارروائی عمل میں لائی جائے گی۔ حکم سے، 15-07-2022۔ بحکم عدالت۔ سند جانشینی، گارڈین شپ، نکاح و طلاق سرٹیفکیٹ کے مقدمات۔: [228, 926, 426, 981]
- continuation-head-2: بقیہ نمبر2: [538, 357, 638, 381]
- court-notice-text: بعدالت جناب سینئر سول جج کراچی ایسٹ۔ بنام عام اطلاع دی جاتی ہے کہ درخواست دہندہ نے مقدمہ دائر کیا ہے، جس کو کوئی اعتراض ہو وہ مقررہ تاریخ پر صبح 8:30 بجے عدالت میں حاضر ہو کر اپنا اعتراض پیش کرے، بصورت دیگر یکطرفہ کارروائی عمل میں لائی جائے گی۔ حکم سے، 15-07-2022۔ بحکم عدالت۔ سند جانشینی، گارڈین شپ، نکاح و طلاق سرٹیفکیٹ کے مقدمات۔: [122, 644, 223, 745]
- header-rule: [0, 18, 960, 19]
- suit-heading: SUIT FOR DECLARATION & MANDATORY PERMANENT INJUNCTION: [2, 403, 101, 431]
- court-notice-text: بعدالت جناب سینئر سول جج کراچی ایسٹ۔ بنام عام اطلاع دی جاتی ہے کہ درخواست دہندہ نے مقدمہ دائر کیا ہے، جس کو کوئی اعتراض ہو وہ مقررہ تاریخ پر صبح 8:30 بجے عدالت میں حاضر ہو کر اپنا اعتراض پیش کرے، بصورت دیگر یکطرفہ کارروائی عمل میں لائی جائے گی۔ حکم سے، 15-07-2022۔ بحکم عدالت۔ سند جانشینی، گارڈین شپ، نکاح و طلاق سرٹیفکیٹ کے مقدمات۔: [122, 1258, 223, 1359]
- short-ads-box: [228, 22, 426, 82]
- court-notice-text: بعدالت جناب سینئر سول جج کراچی ایسٹ۔ بنام عام اطلاع دی جاتی ہے کہ درخواست دہندہ نے مقدمہ دائر کیا ہے، جس کو کوئی اعتراض ہو وہ مقررہ تاریخ پر صبح 8:30 بجے عدالت میں حاضر ہو کر اپنا اعتراض پیش کرے، بصورت دیگر یکطرفہ کارروائی عمل میں لائی جائے گی۔ حکم سے، 15-07-2022۔ بحکم عدالت۔ سند جانشینی، گارڈین شپ، نکاح و طلاق سرٹیفکیٹ کے مقدمات۔: [228, 588, 426, 643]
- tender-phone: 022-9260334: [306, 1320, 348, 1327]
- news-text: بلدیاتی اداروں کو فعال بنانے کے لئے قانون سازی کی جا رہی ہے۔ ماہرین کا کہنا ہے کہ اختیارات کی نچلی سطح تک منتقلی سے عوامی مسائل جلد حل ہوں گے۔ پولیس نے شہر کے مختلف علاقوں میں کارروائیاں کر کے متعدد ملزمان کو گرفتار کر لیا۔ برآمد شدہ اسلحہ اور منشیات قبضے میں لے لی گئیں۔: [433, 20, 533, 102]
- tender-phone: 022-9260334: [779, 1291, 821, 1298]
- court-notice-text: بعدالت جناب سینئر سول جج کراچی ایسٹ۔ بنام عام اطلاع دی جاتی ہے کہ درخواست دہندہ نے مقدمہ دائر کیا ہے، جس کو کوئی اعتراض ہو وہ مقررہ تاریخ پر صبح 8:30 بجے عدالت میں حاضر ہو کر اپنا اعتراض پیش کرے، بصورت دیگر یکطرفہ کارروائی عمل میں لائی جائے گی۔ حکم سے، 15-07-2022۔ بحکم عدالت۔ سند جانشینی، گارڈین شپ، نکاح و طلاق سرٹیفکیٹ کے مقدمات۔: [122, 849, 223, 950]
- court-notice-text: بعدالت جناب سینئر سول جج کراچی ایسٹ۔ بنام عام اطلاع دی جاتی ہے کہ درخواست دہندہ نے مقدمہ دائر کیا ہے، جس کو کوئی اعتراض ہو وہ مقررہ تاریخ پر صبح 8:30 بجے عدالت میں حاضر ہو کر اپنا اعتراض پیش کرے، بصورت دیگر یکطرفہ کارروائی عمل میں لائی جائے گی۔ حکم سے، 15-07-2022۔ بحکم عدالت۔ سند جانشینی، گارڈین شپ، نکاح و طلاق سرٹیفکیٹ کے مقدمات۔: [228, 813, 426, 868]
- tender-phone: 022-9260334: [515, 1169, 557, 1176]
- news-text: بلدیاتی اداروں کو فعال بنانے کے لئے قانون سازی کی جا رہی ہے۔ ماہرین کا کہنا ہے کہ اختیارات کی نچلی سطح تک منتقلی سے عوامی مسائل جلد حل ہوں گے۔ پولیس نے شہر کے مختلف علاقوں میں کارروائیاں کر کے متعدد ملزمان کو گرفتار کر لیا۔ برآمد شدہ اسلحہ اور منشیات قبضے میں لے لی گئیں۔: [643, 215, 744, 297]
- court-notice-text: بعدالت جناب سینئر سول جج کراچی ایسٹ۔ بنام عام اطلاع دی جاتی ہے کہ درخواست دہندہ نے مقدمہ دائر کیا ہے، جس کو کوئی اعتراض ہو وہ مقررہ تاریخ پر صبح 8:30 بجے عدالت میں حاضر ہو کر اپنا اعتراض پیش کرے، بصورت دیگر یکطرفہ کارروائی عمل میں لائی جائے گی۔ حکم سے، 15-07-2022۔ بحکم عدالت۔ سند جانشینی، گارڈین شپ، نکاح و طلاق سرٹیفکیٹ کے مقدمات۔: [122, 440, 223, 541]
- news-text: بلدیاتی اداروں کو فعال بنانے کے لئے قانون سازی کی جا رہی ہے۔ ماہرین کا کہنا ہے کہ اختیارات کی نچلی سطح تک منتقلی سے عوامی مسائل جلد حل ہوں گے۔ پولیس نے شہر کے مختلف علاقوں میں کارروائیاں کر کے متعدد ملزمان کو گرفتار کر لیا۔ برآمد شدہ اسلحہ اور منشیات قبضے میں لے لی گئیں۔: [433, 624, 533, 706]
